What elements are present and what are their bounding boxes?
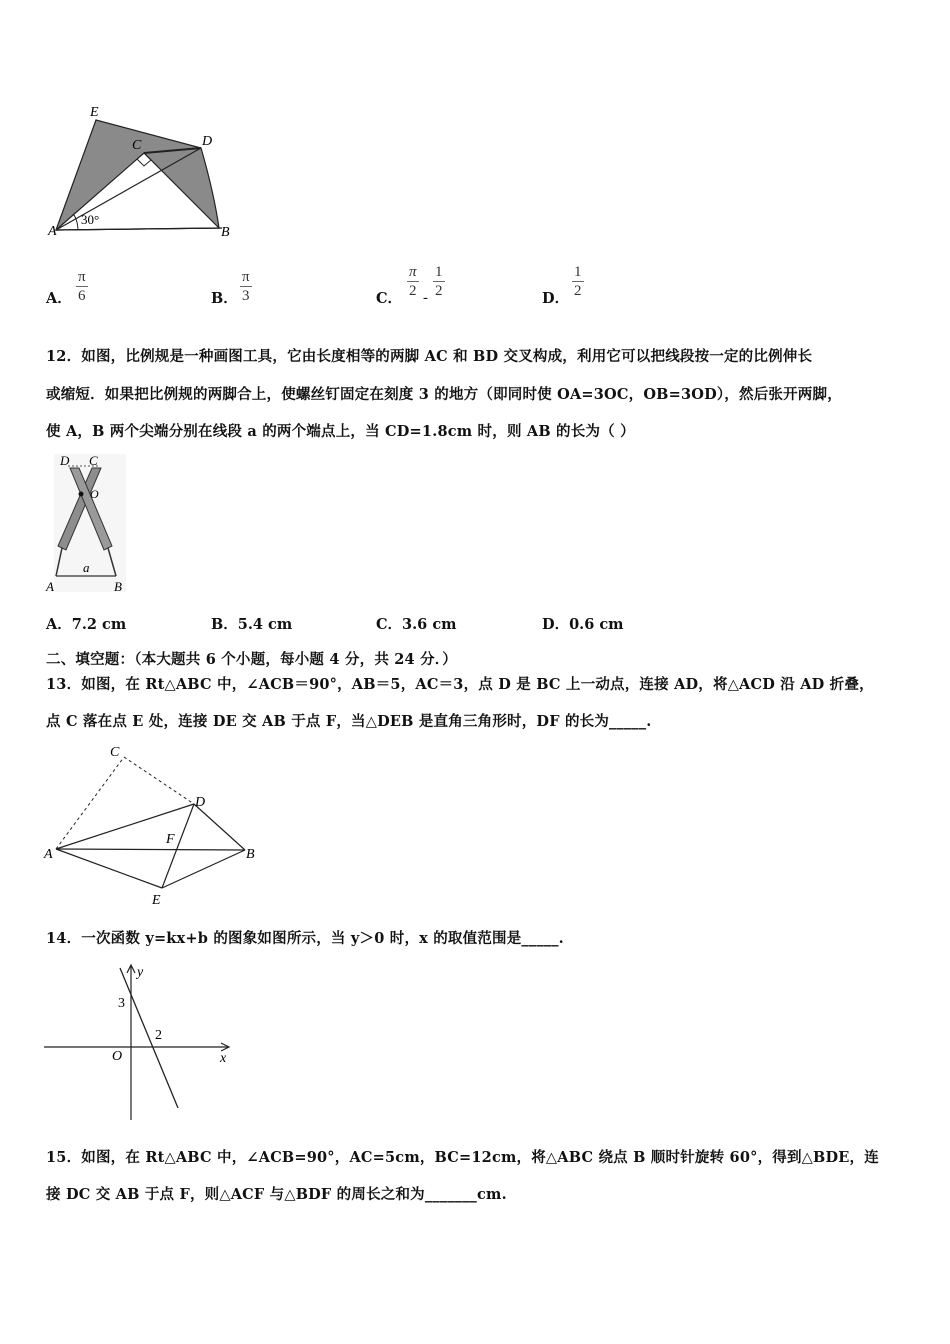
q14-label-x: x xyxy=(220,1051,227,1066)
q12-label-c: C xyxy=(89,453,98,468)
q13-label-e: E xyxy=(152,893,161,908)
q14-label-origin: O xyxy=(112,1049,123,1064)
q11-option-b-den: 3 xyxy=(242,288,250,304)
q13-label-c: C xyxy=(110,745,120,760)
q13-segment-ae xyxy=(56,849,162,888)
q11-option-c-den: 2 xyxy=(409,283,417,299)
q14-label-y: y xyxy=(137,965,144,980)
q11-option-c-minus: - xyxy=(423,290,428,306)
q11-option-a-den: 6 xyxy=(78,288,86,304)
q11-option-d-num: 1 xyxy=(574,264,582,280)
q11-option-a[interactable] xyxy=(46,287,72,308)
q11-option-d-den: 2 xyxy=(574,283,582,299)
q11-option-a-num: π xyxy=(78,269,86,285)
q12-label-o: O xyxy=(90,487,99,501)
q11-label-a: A xyxy=(48,224,57,239)
q14-label-intercept-y: 3 xyxy=(118,996,125,1011)
q14-line: 14．一次函数 y=kx+b 的图象如图所示，当 y＞0 时，x 的取值范围是_____. xyxy=(46,930,564,947)
q12-option-b[interactable]: B．5.4 cm xyxy=(211,616,293,633)
q13-segment-ab xyxy=(56,849,245,850)
q11-label-d: D xyxy=(202,134,213,149)
q12-line-2: 或缩短．如果把比例规的两脚合上，使螺丝钉固定在刻度 3 的地方（即同时使 OA=3OC，OB=3OD），然后张开两脚， xyxy=(46,386,842,403)
q11-option-c-num2: 1 xyxy=(435,264,443,280)
q12-pivot-o xyxy=(79,492,84,497)
q12-label-a-segment: a xyxy=(83,560,90,575)
q11-option-c-den2: 2 xyxy=(435,283,443,299)
q13-line-2: 点 C 落在点 E 处，连接 DE 交 AB 于点 F，当△DEB 是直角三角形时，DF 的长为_____. xyxy=(46,713,652,730)
q11-option-b-fraction xyxy=(240,268,252,305)
q13-label-a: A xyxy=(44,847,53,862)
q11-option-d[interactable] xyxy=(542,287,569,308)
q13-label-b: B xyxy=(246,847,255,862)
q11-option-c-fraction1 xyxy=(407,263,419,300)
q11-label-c: C xyxy=(132,138,142,153)
q11-label-e: E xyxy=(90,105,99,120)
section-2-heading: 二、填空题：（本大题共 6 个小题，每小题 4 分，共 24 分．） xyxy=(46,651,457,668)
q11-label-b: B xyxy=(221,225,230,240)
q12-option-c[interactable]: C．3.6 cm xyxy=(376,616,457,633)
q11-figure xyxy=(44,98,244,243)
q11-option-b[interactable] xyxy=(211,287,238,308)
q12-label-d: D xyxy=(60,453,70,468)
q11-option-d-fraction xyxy=(572,263,584,300)
q13-figure xyxy=(42,740,264,908)
q12-line-1: 12．如图，比例规是一种画图工具，它由长度相等的两脚 AC 和 BD 交叉构成，利用它可以把线段按一定的比例伸长 xyxy=(46,348,813,365)
q13-segment-db xyxy=(194,804,245,850)
q11-option-c-num: π xyxy=(409,264,417,280)
q15-line-1: 15．如图，在 Rt△ABC 中，∠ACB=90°，AC=5cm，BC=12cm，将△ABC 绕点 B 顺时针旋转 60°，得到△BDE，连 xyxy=(46,1149,879,1166)
q14-label-intercept-x: 2 xyxy=(155,1028,162,1043)
q13-line-1: 13．如图，在 Rt△ABC 中，∠ACB＝90°，AB＝5，AC＝3，点 D 是 BC 上一动点，连接 AD，将△ACD 沿 AD 折叠， xyxy=(46,676,874,693)
q12-option-d[interactable]: D．0.6 cm xyxy=(542,616,624,633)
q11-option-d-letter: D． xyxy=(542,290,570,307)
q14-figure xyxy=(40,960,240,1125)
q11-option-b-num: π xyxy=(242,269,250,285)
q12-line-3: 使 A，B 两个尖端分别在线段 a 的两个端点上，当 CD=1.8cm 时，则 AB 的长为（ ） xyxy=(46,423,635,440)
q11-option-c[interactable] xyxy=(376,287,402,308)
q12-figure xyxy=(44,450,130,598)
q13-label-f: F xyxy=(166,832,175,847)
q11-option-a-letter: A． xyxy=(46,290,72,307)
q11-option-b-letter: B． xyxy=(211,290,238,307)
q11-option-a-fraction xyxy=(76,268,88,305)
q13-segment-cd-dashed xyxy=(124,757,194,804)
q13-segment-ac-dashed xyxy=(56,757,124,849)
q12-label-a-point: A xyxy=(46,579,54,594)
q14-function-line xyxy=(120,968,178,1108)
q11-option-c-letter: C． xyxy=(376,290,403,307)
q15-line-2: 接 DC 交 AB 于点 F，则△ACF 与△BDF 的周长之和为_______cm. xyxy=(46,1186,507,1203)
q12-option-a[interactable]: A．7.2 cm xyxy=(46,616,127,633)
q11-label-angle: 30° xyxy=(81,212,100,227)
q13-label-d: D xyxy=(195,795,206,810)
q11-option-c-fraction2 xyxy=(433,263,445,300)
q12-label-b: B xyxy=(114,579,122,594)
